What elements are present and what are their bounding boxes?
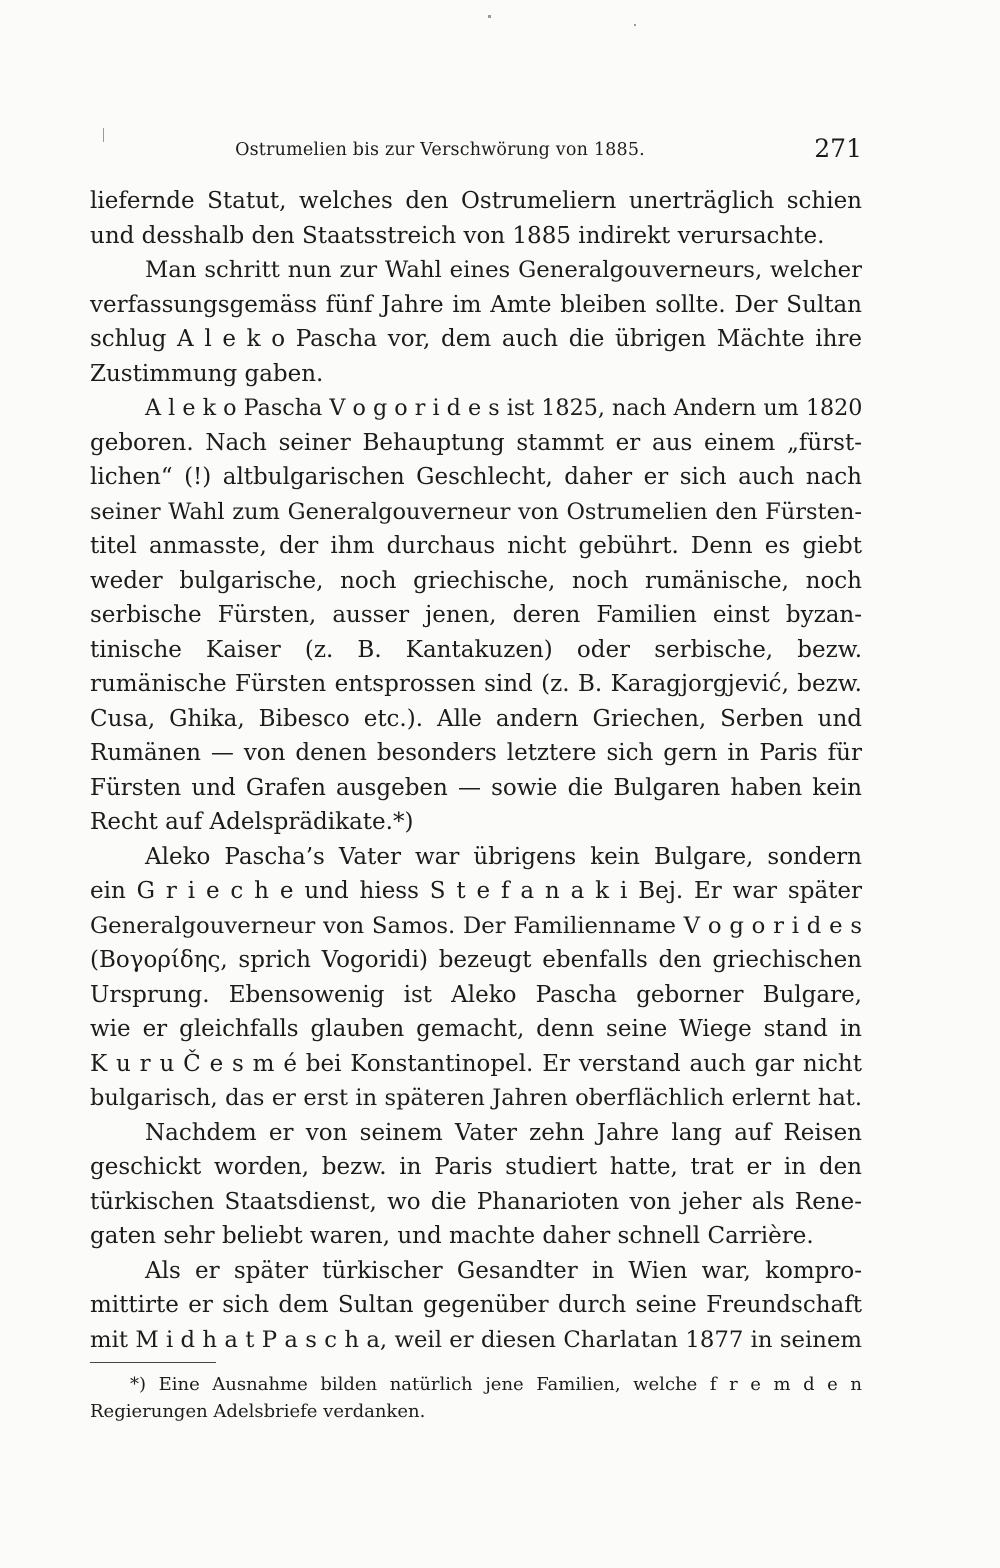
text-line: Generalgouverneur von Samos. Der Familienname V o g o r i d e s [90, 912, 862, 939]
text-line: wie er gleichfalls glauben gemacht, denn seine Wiege stand in [90, 1016, 862, 1042]
text-line: tinische Kaiser (z. B. Kantakuzen) oder serbische, bezw. [90, 636, 862, 663]
text-line: K u r u Č e s m é bei Konstantinopel. Er verstand auch gar nicht [90, 1050, 862, 1077]
text-line: geboren. Nach seiner Behauptung stammt er aus einem „fürst- [90, 429, 862, 456]
text-line: Rumänen — von denen besonders letztere sich gern in Paris für [90, 740, 862, 766]
text-line: Recht auf Adelsprädikate.*) [90, 809, 414, 835]
body-text [90, 184, 862, 1357]
page-header [90, 134, 862, 168]
text-line: bulgarisch, das er erst in späteren Jahren oberflächlich erlernt hat. [90, 1085, 862, 1111]
text-line: mit M i d h a t P a s c h a, weil er diesen Charlatan 1877 in seinem [90, 1326, 862, 1353]
text-line: A l e k o Pascha V o g o r i d e s ist 1825, nach Andern um 1820 [145, 395, 863, 421]
text-line: Cusa, Ghika, Bibesco etc.). Alle andern Griechen, Serben und [90, 705, 862, 732]
text-line: Man schritt nun zur Wahl eines Generalgouverneurs, welcher [145, 257, 862, 283]
text-line: Fürsten und Grafen ausgeben — sowie die Bulgaren haben kein [90, 774, 862, 801]
text-line: (Βογορίδης, sprich Vogoridi) bezeugt ebenfalls den griechischen [90, 947, 862, 973]
text-line: schlug A l e k o Pascha vor, dem auch die übrigen Mächte ihre [90, 326, 862, 352]
scan-speck [634, 24, 636, 26]
text-line: seiner Wahl zum Generalgouverneur von Ostrumelien den Fürsten- [90, 498, 862, 525]
page-number: 271 [814, 134, 862, 163]
text-line: serbische Fürsten, ausser jenen, deren Familien einst byzan- [90, 602, 862, 628]
text-line: liefernde Statut, welches den Ostrumeliern unerträglich schien [90, 188, 862, 214]
text-line: Aleko Pascha’s Vater war übrigens kein Bulgare, sondern [145, 843, 862, 870]
footnote-line: *) Eine Ausnahme bilden natürlich jene Familien, welche f r e m d e n [130, 1374, 862, 1395]
text-line: geschickt worden, bezw. in Paris studiert hatte, trat er in den [90, 1154, 862, 1180]
text-line: Als er später türkischer Gesandter in Wien war, kompro- [145, 1257, 862, 1284]
text-line: titel anmasste, der ihm durchaus nicht gebührt. Denn es giebt [90, 533, 862, 559]
text-line: weder bulgarische, noch griechische, noch rumänische, noch [90, 567, 862, 594]
footnote-line: Regierungen Adelsbriefe verdanken. [90, 1401, 426, 1422]
text-line: türkischen Staatsdienst, wo die Phanarioten von jeher als Rene- [90, 1188, 862, 1215]
text-line: Ursprung. Ebensowenig ist Aleko Pascha geborner Bulgare, [90, 981, 862, 1008]
text-line: Nachdem er von seinem Vater zehn Jahre lang auf Reisen [145, 1119, 862, 1146]
text-line: verfassungsgemäss fünf Jahre im Amte bleiben sollte. Der Sultan [90, 291, 862, 318]
text-line: rumänische Fürsten entsprossen sind (z. B. Karagjorgjević, bezw. [90, 671, 862, 697]
text-line: gaten sehr beliebt waren, und machte daher schnell Carrière. [90, 1223, 814, 1249]
text-line: ein G r i e c h e und hiess S t e f a n a k i Bej. Er war später [90, 878, 862, 904]
running-head: Ostrumelien bis zur Verschwörung von 1885. [235, 140, 645, 160]
text-line: mittirte er sich dem Sultan gegenüber durch seine Freundschaft [90, 1292, 862, 1318]
text-line: und desshalb den Staatsstreich von 1885 indirekt verursachte. [90, 222, 825, 249]
text-line: Zustimmung gaben. [90, 360, 324, 387]
scan-speck [488, 15, 491, 18]
footnote-rule [90, 1362, 216, 1363]
footnote [90, 1371, 862, 1425]
text-line: lichen“ (!) altbulgarischen Geschlecht, daher er sich auch nach [90, 464, 862, 490]
